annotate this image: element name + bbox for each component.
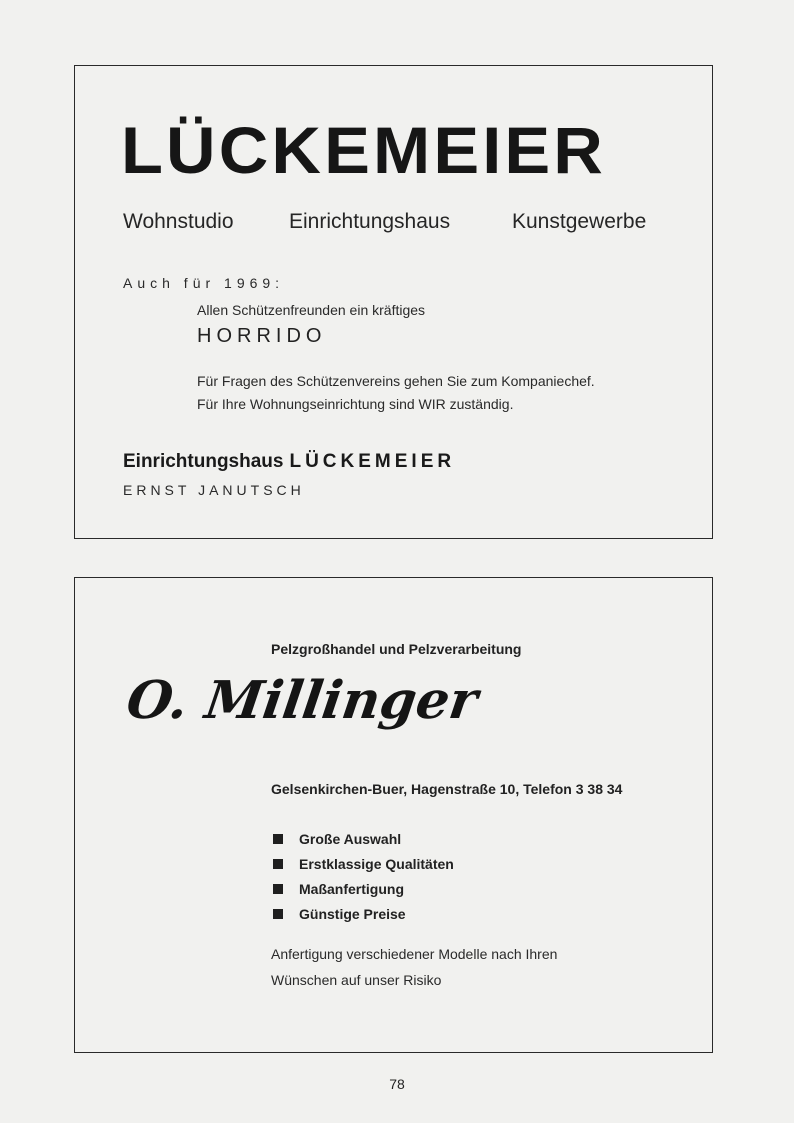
trade-description: Pelzgroßhandel und Pelzverarbeitung: [271, 641, 522, 657]
square-bullet-icon: [273, 884, 283, 894]
millinger-logo: O. Millinger: [123, 670, 482, 731]
address-line: Gelsenkirchen-Buer, Hagenstraße 10, Telefon 3 38 34: [271, 781, 623, 797]
square-bullet-icon: [273, 859, 283, 869]
house-prefix: Einrichtungshaus: [123, 451, 284, 472]
feature-item: [273, 826, 454, 851]
feature-list: [273, 826, 454, 926]
year-intro: Auch für 1969:: [123, 275, 285, 291]
question-line-1: Für Fragen des Schützenvereins gehen Sie zum Kompaniechef.: [197, 373, 595, 389]
horrido-text: HORRIDO: [197, 325, 327, 347]
greeting-text: Allen Schützenfreunden ein kräftiges: [197, 302, 426, 318]
square-bullet-icon: [273, 834, 283, 844]
tagline-wohnstudio: Wohnstudio: [123, 210, 234, 233]
feature-item: [273, 901, 454, 926]
question-line-2: Für Ihre Wohnungseinrichtung sind WIR zuständig.: [197, 396, 514, 412]
feature-label: Große Auswahl: [299, 830, 402, 847]
feature-label: Günstige Preise: [299, 905, 406, 922]
feature-item: [273, 851, 454, 876]
owner-name: ERNST JANUTSCH: [123, 482, 305, 498]
house-name: LÜCKEMEIER: [289, 451, 456, 472]
description-line-2: Wünschen auf unser Risiko: [271, 972, 442, 988]
feature-label: Erstklassige Qualitäten: [299, 855, 454, 872]
house-signature: [123, 451, 455, 473]
lueckemeier-brand-title: LÜCKEMEIER: [121, 113, 607, 187]
description-line-1: Anfertigung verschiedener Modelle nach Ihren: [271, 946, 558, 962]
tagline-kunstgewerbe: Kunstgewerbe: [512, 210, 647, 233]
feature-item: [273, 876, 454, 901]
page-number: 78: [389, 1076, 405, 1092]
feature-label: Maßanfertigung: [299, 880, 404, 897]
square-bullet-icon: [273, 909, 283, 919]
lueckemeier-ad: [74, 65, 713, 539]
tagline-einrichtungshaus: Einrichtungshaus: [289, 210, 451, 233]
millinger-ad: [74, 577, 713, 1053]
